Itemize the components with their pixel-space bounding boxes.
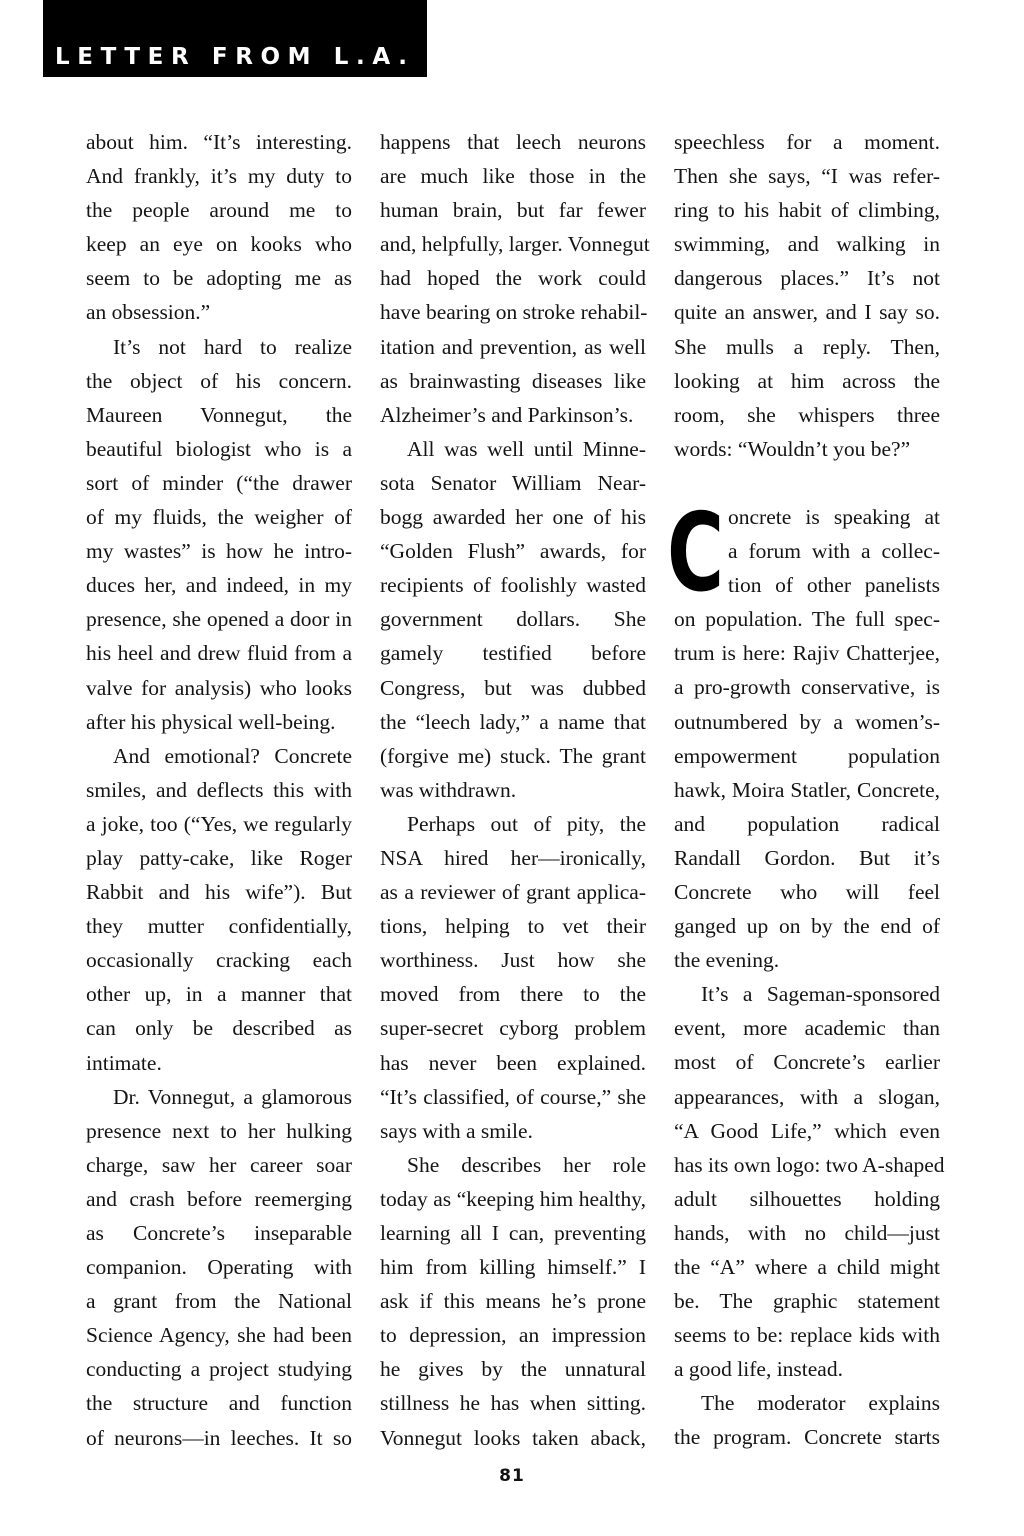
text-line: She mulls a reply. Then, bbox=[674, 334, 940, 359]
text-line: had hoped the work could bbox=[380, 266, 646, 291]
text-line: Congress, but was dubbed bbox=[380, 675, 646, 700]
text-line: today as “keeping him healthy, bbox=[380, 1186, 646, 1211]
text-line: conducting a project studying bbox=[86, 1357, 352, 1382]
text-line: an obsession.” bbox=[86, 300, 211, 325]
text-line: keep an eye on kooks who bbox=[86, 232, 352, 257]
text-line: dangerous places.” It’s not bbox=[674, 266, 940, 291]
text-line: super-secret cyborg problem bbox=[380, 1016, 646, 1041]
text-line: a forum with a collec- bbox=[728, 539, 940, 564]
text-line: moved from there to the bbox=[380, 982, 646, 1007]
text-line: It’s a Sageman-sponsored bbox=[701, 982, 940, 1007]
text-line: and, helpfully, larger. Vonnegut bbox=[380, 232, 650, 257]
text-line: the program. Concrete starts bbox=[674, 1425, 940, 1450]
section-title: LETTER FROM L.A. bbox=[55, 44, 415, 70]
text-line: stillness he has when sitting. bbox=[380, 1391, 646, 1416]
text-line: looking at him across the bbox=[674, 368, 940, 393]
text-line: a grant from the National bbox=[86, 1289, 352, 1314]
drop-cap-letter: C bbox=[667, 490, 725, 616]
text-line: of my fluids, the weigher of bbox=[86, 505, 352, 530]
text-line: Alzheimer’s and Parkinson’s. bbox=[380, 402, 634, 427]
text-line: has its own logo: two A-shaped bbox=[674, 1152, 945, 1177]
article-column-3 bbox=[667, 125, 945, 1455]
text-line: seem to be adopting me as bbox=[86, 266, 352, 291]
page-number: 81 bbox=[499, 1466, 525, 1486]
text-line: Science Agency, she had been bbox=[86, 1323, 352, 1348]
text-line: he gives by the unnatural bbox=[380, 1357, 646, 1382]
text-line: event, more academic than bbox=[674, 1016, 940, 1041]
text-line: swimming, and walking in bbox=[674, 232, 940, 257]
text-line: the “A” where a child might bbox=[674, 1255, 940, 1279]
text-line: oncrete is speaking at bbox=[728, 504, 940, 529]
text-line: “It’s classified, of course,” she bbox=[380, 1084, 646, 1109]
text-line: ring to his habit of climbing, bbox=[674, 198, 940, 223]
text-line: the object of his concern. bbox=[86, 368, 352, 393]
text-line: smiles, and deflects this with bbox=[86, 777, 352, 802]
text-line: itation and prevention, as well bbox=[380, 334, 646, 359]
text-line: hands, with no child—just bbox=[674, 1220, 940, 1245]
text-line: his heel and drew fluid from a bbox=[86, 641, 352, 666]
text-line: “Golden Flush” awards, for bbox=[380, 539, 646, 564]
text-line: play patty-cake, like Roger bbox=[86, 845, 352, 870]
text-line: All was well until Minne- bbox=[407, 436, 646, 461]
text-line: NSA hired her—ironically, bbox=[380, 845, 646, 870]
text-line: says with a smile. bbox=[380, 1118, 533, 1143]
text-line: beautiful biologist who is a bbox=[86, 436, 352, 461]
text-line: adult silhouettes holding bbox=[674, 1186, 940, 1211]
text-line: and population radical bbox=[674, 811, 940, 836]
text-line: after his physical well-being. bbox=[86, 709, 336, 734]
section-header-bar bbox=[43, 0, 427, 77]
text-line: Randall Gordon. But it’s bbox=[674, 845, 940, 870]
text-line: human brain, but far fewer bbox=[380, 198, 646, 223]
text-line: ask if this means he’s prone bbox=[380, 1289, 646, 1314]
text-line: And frankly, it’s my duty to bbox=[86, 164, 352, 189]
text-line: a joke, too (“Yes, we regularly bbox=[86, 811, 352, 836]
text-line: outnumbered by a women’s- bbox=[674, 709, 940, 734]
text-line: The moderator explains bbox=[701, 1391, 940, 1416]
text-line: learning all I can, preventing bbox=[380, 1221, 646, 1245]
text-line: to depression, an impression bbox=[380, 1323, 646, 1348]
text-line: And emotional? Concrete bbox=[113, 743, 352, 768]
text-line: valve for analysis) who looks bbox=[86, 675, 352, 700]
text-line: She describes her role bbox=[407, 1152, 646, 1177]
text-line: Then she says, “I was refer- bbox=[674, 164, 940, 189]
text-line: Rabbit and his wife”). But bbox=[86, 880, 352, 905]
text-line: has never been explained. bbox=[380, 1050, 646, 1075]
text-line: duces her, and indeed, in my bbox=[86, 573, 352, 598]
text-line: have bearing on stroke rehabil- bbox=[380, 300, 648, 325]
text-line: Perhaps out of pity, the bbox=[407, 811, 646, 836]
text-line: recipients of foolishly wasted bbox=[380, 573, 646, 598]
text-line: as brainwasting diseases like bbox=[380, 368, 646, 393]
text-line: they mutter confidentially, bbox=[86, 914, 352, 939]
text-line: appearances, with a slogan, bbox=[674, 1084, 940, 1109]
text-line: trum is here: Rajiv Chatterjee, bbox=[674, 641, 940, 666]
text-line: can only be described as bbox=[86, 1016, 352, 1041]
text-line: ganged up on by the end of bbox=[674, 914, 940, 939]
text-line: (forgive me) stuck. The grant bbox=[380, 743, 646, 768]
text-line: about him. “It’s interesting. bbox=[86, 130, 352, 154]
article-column-2 bbox=[380, 125, 650, 1455]
text-line: are much like those in the bbox=[380, 164, 646, 189]
text-line: a good life, instead. bbox=[674, 1357, 843, 1382]
text-line: “A Good Life,” which even bbox=[674, 1118, 940, 1143]
text-line: most of Concrete’s earlier bbox=[674, 1050, 940, 1075]
text-line: government dollars. She bbox=[380, 607, 646, 632]
text-line: quite an answer, and I say so. bbox=[674, 300, 940, 325]
text-line: tions, helping to vet their bbox=[380, 914, 646, 939]
text-line: as a reviewer of grant applica- bbox=[380, 880, 646, 905]
text-line: Concrete who will feel bbox=[674, 879, 940, 904]
text-line: a pro-growth conservative, is bbox=[674, 675, 940, 700]
text-line: happens that leech neurons bbox=[380, 130, 646, 154]
text-line: and crash before reemerging bbox=[86, 1186, 352, 1211]
text-line: empowerment population bbox=[674, 743, 940, 768]
text-line: be. The graphic statement bbox=[674, 1289, 940, 1314]
text-line: seems to be: replace kids with bbox=[674, 1323, 940, 1348]
text-line: my wastes” is how he intro- bbox=[86, 539, 352, 564]
text-line: Dr. Vonnegut, a glamorous bbox=[113, 1084, 352, 1109]
text-line: other up, in a manner that bbox=[86, 982, 352, 1007]
text-line: sort of minder (“the drawer bbox=[86, 470, 352, 495]
text-line: the “leech lady,” a name that bbox=[380, 709, 646, 734]
text-line: the evening. bbox=[674, 948, 780, 973]
text-line: bogg awarded her one of his bbox=[380, 505, 646, 530]
text-line: tion of other panelists bbox=[728, 573, 940, 598]
text-line: was withdrawn. bbox=[380, 777, 517, 802]
text-line: speechless for a moment. bbox=[674, 130, 940, 154]
text-line: the structure and function bbox=[86, 1391, 352, 1416]
text-line: presence, she opened a door in bbox=[86, 607, 352, 632]
text-line: as Concrete’s inseparable bbox=[86, 1221, 352, 1245]
article-column-1 bbox=[86, 125, 352, 1455]
text-line: worthiness. Just how she bbox=[380, 948, 646, 973]
text-line: on population. The full spec- bbox=[674, 607, 940, 632]
text-line: Maureen Vonnegut, the bbox=[86, 402, 352, 427]
text-line: gamely testified before bbox=[380, 641, 646, 666]
text-line: Vonnegut looks taken aback, bbox=[380, 1425, 646, 1450]
text-line: sota Senator William Near- bbox=[380, 470, 646, 495]
text-line: companion. Operating with bbox=[86, 1255, 352, 1280]
text-line: hawk, Moira Statler, Concrete, bbox=[674, 777, 940, 802]
text-line: room, she whispers three bbox=[674, 402, 940, 427]
text-line: words: “Wouldn’t you be?” bbox=[674, 436, 911, 461]
text-line: him from killing himself.” I bbox=[380, 1255, 646, 1280]
text-line: of neurons—in leeches. It so bbox=[86, 1425, 352, 1450]
text-line: intimate. bbox=[86, 1050, 162, 1075]
text-line: occasionally cracking each bbox=[86, 948, 352, 973]
section-opening bbox=[667, 490, 940, 616]
text-line: the people around me to bbox=[86, 198, 352, 223]
text-line: charge, saw her career soar bbox=[86, 1152, 352, 1177]
text-line: presence next to her hulking bbox=[86, 1118, 352, 1143]
text-line: It’s not hard to realize bbox=[113, 334, 352, 359]
